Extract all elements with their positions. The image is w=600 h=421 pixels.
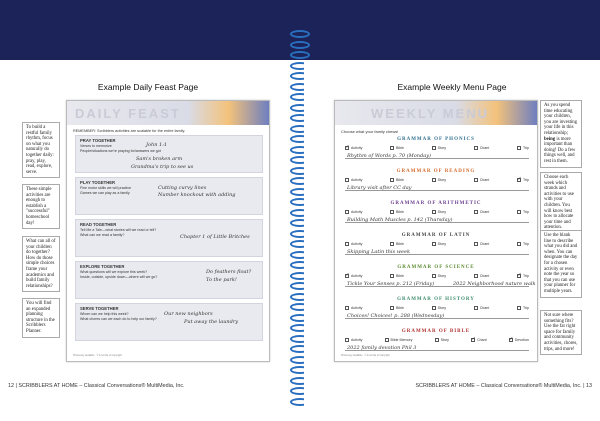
checkbox-label: Activity bbox=[351, 146, 363, 150]
section-heading: PRAY TOGETHER bbox=[80, 138, 116, 143]
grammar-heading: GRAMMAR OF ARITHMETIC bbox=[390, 201, 482, 206]
callout: You will find an expanded planning structure in the Scribblers Planner. bbox=[22, 298, 60, 338]
weekly-menu-sheet bbox=[334, 100, 538, 362]
checkbox-box[interactable] bbox=[390, 178, 394, 182]
checkbox-label: Chant bbox=[479, 242, 490, 246]
checkbox-box[interactable] bbox=[474, 242, 478, 246]
checkbox-box[interactable] bbox=[345, 210, 349, 214]
checkbox-label: Bible Memory bbox=[390, 338, 413, 342]
spiral-coil bbox=[290, 30, 310, 38]
checkbox-box[interactable] bbox=[390, 306, 394, 310]
emphasis: being bbox=[544, 136, 556, 142]
bullet: People/situations we're praying for/answers we got bbox=[80, 149, 161, 153]
section-read bbox=[75, 219, 263, 257]
callout: As you spend time educating your children, you are investing your life in this relationship; being is more important than doing! Do a few things well, and rest in them. bbox=[540, 100, 582, 168]
checkbox-bible[interactable] bbox=[390, 178, 404, 182]
checkbox-box[interactable] bbox=[517, 210, 521, 214]
checkbox-box[interactable] bbox=[474, 306, 478, 310]
callout: Use the blank line to describe what you did and when. You can designate the day for a chosen activity or even note the year so that you can use your planner for multiple years. bbox=[540, 230, 582, 298]
checkbox-story[interactable] bbox=[432, 274, 446, 278]
checkbox-label: Story bbox=[437, 274, 447, 278]
spiral-coil bbox=[290, 41, 310, 49]
page-title: Example Weekly Menu Page bbox=[397, 82, 507, 92]
bullet: What chores can we each do to help our family? bbox=[80, 317, 157, 321]
checkbox-box[interactable] bbox=[345, 146, 349, 150]
handwritten-note: Chapter 1 of Little Britches bbox=[180, 234, 250, 240]
checkbox-bible[interactable] bbox=[390, 306, 404, 310]
section-pray bbox=[75, 135, 263, 173]
handwritten-note: 2022 family devotion Phil 3 bbox=[347, 345, 417, 351]
checkbox-box[interactable] bbox=[432, 178, 436, 182]
section-heading: EXPLORE TOGETHER bbox=[80, 264, 125, 269]
checkbox-box[interactable] bbox=[435, 338, 439, 342]
checkbox-label: Trip bbox=[522, 306, 529, 310]
checkbox-chant[interactable] bbox=[471, 338, 487, 342]
footnote: Photocopy available · © & rel title of Copyright bbox=[73, 354, 122, 357]
checkbox-chant[interactable] bbox=[474, 146, 490, 150]
checkbox-row bbox=[345, 178, 529, 182]
checkbox-story[interactable] bbox=[432, 306, 446, 310]
checkbox-label: Bible bbox=[396, 306, 405, 310]
grammar-heading: GRAMMAR OF SCIENCE bbox=[397, 265, 475, 270]
handwritten-note: John 1:1 bbox=[146, 142, 168, 148]
checkbox-row bbox=[345, 306, 529, 310]
checkbox-story[interactable] bbox=[432, 242, 446, 246]
checkbox-box[interactable] bbox=[474, 146, 478, 150]
checkbox-label: Bible bbox=[396, 274, 405, 278]
checkbox-trip[interactable] bbox=[517, 306, 529, 310]
checkbox-box[interactable] bbox=[345, 306, 349, 310]
checkbox-story[interactable] bbox=[432, 178, 446, 182]
checkbox-box[interactable] bbox=[432, 210, 436, 214]
bullet: Fine motor skills we will practice bbox=[80, 186, 132, 190]
checkbox-activity[interactable] bbox=[345, 210, 362, 214]
grammar-heading: GRAMMAR OF PHONICS bbox=[397, 137, 475, 142]
checkbox-box[interactable] bbox=[517, 274, 521, 278]
checkbox-trip[interactable] bbox=[517, 178, 529, 182]
right-page bbox=[304, 60, 600, 421]
checkbox-label: Story bbox=[437, 242, 447, 246]
bullet: Inside, outside, upside down—where will we go? bbox=[80, 275, 158, 279]
grammar-heading: GRAMMAR OF READING bbox=[396, 169, 476, 174]
handwritten-note: Library visit after CC day bbox=[347, 185, 412, 191]
section-heading: SERVE TOGETHER bbox=[80, 306, 119, 311]
section-play bbox=[75, 177, 263, 215]
banner bbox=[335, 101, 537, 125]
bullet: Verses to memorize bbox=[80, 144, 112, 148]
handwritten-note: Do feathers float? bbox=[206, 269, 252, 275]
checkbox-label: Bible bbox=[396, 146, 405, 150]
bullet: What questions will we explore this week? bbox=[80, 270, 148, 274]
checkbox-label: Activity bbox=[351, 274, 363, 278]
checkbox-trip[interactable] bbox=[517, 242, 529, 246]
handwritten-note: Cutting curvy lines bbox=[158, 185, 207, 191]
checkbox-label: Chant bbox=[479, 306, 490, 310]
left-page bbox=[0, 60, 296, 421]
checkbox-activity[interactable] bbox=[345, 146, 362, 150]
checkbox-label: Trip bbox=[522, 178, 529, 182]
checkbox-box[interactable] bbox=[517, 242, 521, 246]
banner bbox=[67, 101, 269, 125]
checkbox-label: Activity bbox=[351, 178, 363, 182]
checkbox-box[interactable] bbox=[517, 178, 521, 182]
section-explore bbox=[75, 261, 263, 299]
checkbox-trip[interactable] bbox=[517, 274, 529, 278]
checkbox-activity[interactable] bbox=[345, 178, 362, 182]
checkbox-row bbox=[345, 210, 529, 214]
checkbox-label: Activity bbox=[351, 338, 363, 342]
page-folio: SCRIBBLERS AT HOME – Classical Conversations® MultiMedia, Inc. | 13 bbox=[415, 383, 592, 389]
handwritten-note: Our new neighbors bbox=[164, 311, 213, 317]
grammar-heading: GRAMMAR OF LATIN bbox=[401, 233, 471, 238]
checkbox-activity[interactable] bbox=[345, 242, 362, 246]
checkbox-label: Trip bbox=[522, 146, 529, 150]
handwritten-note: Choices! Choices! p. 288 (Wednesday) bbox=[347, 313, 445, 319]
checkbox-chant[interactable] bbox=[474, 178, 490, 182]
checkbox-label: Chant bbox=[479, 210, 490, 214]
handwritten-note: 2022 Neighborhood nature walk bbox=[453, 281, 536, 287]
checkbox-box[interactable] bbox=[390, 146, 394, 150]
checkbox-story[interactable] bbox=[432, 146, 446, 150]
footnote: Photocopy available · © & rel title of Copyright bbox=[341, 354, 390, 357]
page-title: Example Daily Feast Page bbox=[97, 82, 199, 92]
checkbox-box[interactable] bbox=[432, 146, 436, 150]
handwritten-note: Rhythm of Words p. 70 (Monday) bbox=[347, 153, 431, 159]
callout: What can all of your children do together? How do those simple choices frame your academics and build family relationships? bbox=[22, 236, 60, 292]
checkbox-label: Devotion bbox=[514, 338, 529, 342]
checkbox-label: Bible bbox=[396, 242, 405, 246]
handwritten-note: Grandma's trip to see us bbox=[131, 164, 194, 170]
checkbox-box[interactable] bbox=[345, 178, 349, 182]
handwritten-note: Tickle Your Senses p. 212 (Friday) bbox=[347, 281, 435, 287]
callout: Not sure where something fits? Use the far right space for family and community activities, chores, trips, and more! bbox=[540, 310, 582, 355]
checkbox-label: Chant bbox=[479, 146, 490, 150]
bullet: Whom can we help this week? bbox=[80, 312, 129, 316]
checkbox-story[interactable] bbox=[432, 210, 446, 214]
choose-prompt: Choose what your family chews! bbox=[341, 129, 399, 134]
checkbox-box[interactable] bbox=[509, 338, 513, 342]
checkbox-story[interactable] bbox=[435, 338, 449, 342]
checkbox-row bbox=[345, 274, 529, 278]
remember-note: REMEMBER: Scribblers activities are scalable for the entire family. bbox=[73, 129, 186, 133]
checkbox-box[interactable] bbox=[474, 210, 478, 214]
page-folio: 12 | SCRIBBLERS AT HOME – Classical Conversations® MultiMedia, Inc. bbox=[8, 383, 185, 389]
checkbox-label: Activity bbox=[351, 306, 363, 310]
checkbox-box[interactable] bbox=[474, 274, 478, 278]
grammar-heading: GRAMMAR OF BIBLE bbox=[401, 329, 471, 334]
checkbox-chant[interactable] bbox=[474, 210, 490, 214]
checkbox-label: Story bbox=[437, 146, 447, 150]
checkbox-label: Activity bbox=[351, 210, 363, 214]
checkbox-box[interactable] bbox=[474, 178, 478, 182]
handwritten-note: To the park! bbox=[206, 277, 237, 283]
checkbox-box[interactable] bbox=[517, 306, 521, 310]
handwritten-note: Put away the laundry bbox=[184, 319, 239, 325]
checkbox-label: Story bbox=[437, 178, 447, 182]
checkbox-box[interactable] bbox=[390, 210, 394, 214]
checkbox-chant[interactable] bbox=[474, 306, 490, 310]
callout: These simple activities are enough to establish a "successful" homeschool day! bbox=[22, 184, 60, 229]
checkbox-bible[interactable] bbox=[390, 274, 404, 278]
checkbox-box[interactable] bbox=[432, 274, 436, 278]
checkbox-chant[interactable] bbox=[474, 274, 490, 278]
checkbox-activity[interactable] bbox=[345, 338, 362, 342]
checkbox-box[interactable] bbox=[390, 274, 394, 278]
checkbox-trip[interactable] bbox=[517, 146, 529, 150]
checkbox-label: Chant bbox=[477, 338, 487, 342]
checkbox-label: Story bbox=[437, 306, 447, 310]
checkbox-box[interactable] bbox=[390, 242, 394, 246]
checkbox-box[interactable] bbox=[345, 242, 349, 246]
checkbox-row bbox=[345, 146, 529, 150]
checkbox-activity[interactable] bbox=[345, 274, 362, 278]
checkbox-label: Activity bbox=[351, 242, 363, 246]
checkbox-bible[interactable] bbox=[390, 146, 404, 150]
checkbox-box[interactable] bbox=[471, 338, 475, 342]
checkbox-label: Trip bbox=[522, 242, 529, 246]
section-serve bbox=[75, 303, 263, 341]
grammar-heading: GRAMMAR OF HISTORY bbox=[397, 297, 475, 302]
checkbox-box[interactable] bbox=[345, 274, 349, 278]
banner-title: WEEKLY MENU bbox=[371, 106, 490, 121]
checkbox-label: Story bbox=[440, 338, 449, 342]
checkbox-row bbox=[345, 242, 529, 246]
checkbox-label: Chant bbox=[479, 274, 490, 278]
bullet: Games we can play as a family bbox=[80, 191, 130, 195]
checkbox-chant[interactable] bbox=[474, 242, 490, 246]
handwritten-note: Building Math Muscles p. 142 (Thursday) bbox=[347, 217, 453, 223]
checkbox-label: Trip bbox=[522, 274, 529, 278]
handwritten-note: Number knockout with adding bbox=[158, 192, 236, 198]
checkbox-box[interactable] bbox=[345, 338, 349, 342]
checkbox-label: Trip bbox=[522, 210, 529, 214]
callout: To build a restful family rhythm, focus on what you naturally do together daily: pray, play, read, explore, serve. bbox=[22, 122, 60, 178]
checkbox-box[interactable] bbox=[432, 306, 436, 310]
section-heading: PLAY TOGETHER bbox=[80, 180, 116, 185]
checkbox-bible-memory[interactable] bbox=[385, 338, 413, 342]
checkbox-box[interactable] bbox=[517, 146, 521, 150]
handwritten-note: Skipping Latin this week bbox=[347, 249, 410, 255]
callout: Choose each week which strands and activities to use with your children. You will know best how to allocate your time and attention. bbox=[540, 172, 582, 234]
checkbox-bible[interactable] bbox=[390, 242, 404, 246]
checkbox-bible[interactable] bbox=[390, 210, 404, 214]
checkbox-box[interactable] bbox=[385, 338, 389, 342]
handwritten-note: Sam's broken arm bbox=[136, 156, 183, 162]
checkbox-label: Chant bbox=[479, 178, 490, 182]
section-heading: READ TOGETHER bbox=[80, 222, 117, 227]
checkbox-activity[interactable] bbox=[345, 306, 362, 310]
banner-title: DAILY FEAST bbox=[75, 106, 181, 121]
bullet: Tell Me a Tale—what stories will we read or tell? bbox=[80, 228, 157, 232]
checkbox-label: Bible bbox=[396, 178, 405, 182]
spiral-coil bbox=[290, 51, 310, 59]
checkbox-trip[interactable] bbox=[517, 210, 529, 214]
checkbox-label: Bible bbox=[396, 210, 405, 214]
checkbox-row bbox=[345, 338, 529, 342]
checkbox-devotion[interactable] bbox=[509, 338, 529, 342]
daily-feast-sheet bbox=[66, 100, 270, 362]
checkbox-box[interactable] bbox=[432, 242, 436, 246]
bullet: What can we read a family? bbox=[80, 233, 125, 237]
checkbox-label: Story bbox=[437, 210, 447, 214]
